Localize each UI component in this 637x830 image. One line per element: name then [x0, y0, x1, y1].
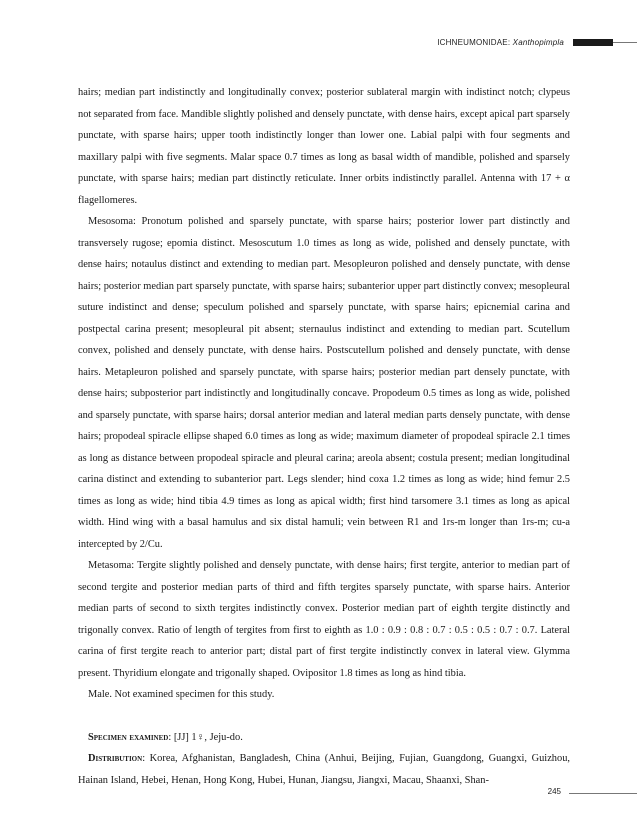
paragraph-metasoma: Metasoma: Tergite slightly polished and densely punctate, with dense hairs; first tergite, anterior to median part of second tergite and posterior median parts of third and fifth tergites sparsely punctate, with sparse hairs. Anterior median parts of second to sixth tergites indistinctly convex. Posterior median part of eighth tergite distinctly and trigonally convex. Ratio of length of tergites from first to eighth as 1.0 : 0.9 : 0.8 : 0.7 : 0.5 : 0.5 : 0.7 : 0.7. Lateral carina of first tergite reach to anterior part; distal part of first tergite indistinctly convex in lateral view. Glymma present. Thyridium elongate and trigonally shaped. Ovipositor 1.8 times as long as hind tibia.	[78, 560, 570, 679]
paragraph-male: Male. Not examined specimen for this study.	[88, 689, 275, 700]
body-text	[78, 82, 570, 791]
footer-rule	[569, 793, 637, 794]
header-family: ICHNEUMONIDAE:	[437, 38, 513, 47]
header-genus: Xanthopimpla	[512, 38, 564, 47]
paragraph-mesosoma: Mesosoma: Pronotum polished and sparsely punctate, with sparse hairs; posterior lower part distinctly and transversely rugose; epomia distinct. Mesoscutum 1.0 times as long as wide, polished and densely punctate, with dense hairs; notaulus distinct and extending to median part. Mesopleuron polished and densely punctate, with dense hairs; posterior median part sparsely punctate, with sparse hairs; subanterior upper part distinctly convex; mesopleural suture indistinct and dense; speculum polished and sparsely punctate, with sparse hairs; epicnemial carina and postpectal carina present; mesopleural pit absent; sternaulus indistinct and extending to median part. Scutellum convex, polished and densely punctate, with dense hairs. Postscutellum polished and densely punctate, with dense hairs. Metapleuron polished and sparsely punctate, with sparse hairs; posterior median part densely punctate, with dense hairs; subposterior part indistinctly and longitudinally concave. Propodeum 0.5 times as long as wide, polished and sparsely punctate, with sparse hairs; dorsal anterior median and lateral median parts densely punctate, with dense hairs; propodeal spiracle ellipse shaped 6.0 times as long as wide; maximum diameter of propodeal spiracle 2.1 times as long as distance between propodeal spiracle and pleural carina; areola absent; costula present; median longitudinal carina distinct and extending to subanterior part. Legs slender; hind coxa 1.2 times as long as wide; hind femur 2.5 times as long as wide; hind tibia 4.9 times as long as apical width; first hind tarsomere 3.1 times as long as apical width. Hind wing with a basal hamulus and six distal hamuli; vein between R1 and 1rs-m longer than 1rs-m; cu-a intercepted by 2/Cu.	[78, 216, 570, 550]
specimen-label: Specimen examined	[88, 731, 169, 743]
header-bar	[573, 39, 613, 46]
page-number: 245	[547, 787, 561, 796]
header-rule	[613, 42, 637, 43]
specimen-examined	[78, 727, 570, 749]
specimen-text: : [JJ] 1♀, Jeju-do.	[168, 731, 243, 743]
distribution-label: Distribution	[88, 753, 143, 764]
running-header	[0, 37, 637, 51]
paragraph-head: hairs; median part indistinctly and longitudinally convex; posterior sublateral margin with indistinct notch; clypeus not separated from face. Mandible slightly polished and densely punctate, with dense hairs, except apical part sparsely punctate, with sparse hairs; upper tooth indistinctly longer than lower one. Labial palpi with four segments and maxillary palpi with five segments. Malar space 0.7 times as long as basal width of mandible, polished and sparsely punctate, with sparse hairs; median part distinctly reticulate. Inner orbits indistinctly parallel. Antenna with 17 + α flagellomeres.	[78, 87, 570, 206]
section-gap	[78, 706, 570, 727]
distribution	[78, 748, 570, 791]
header-text	[437, 37, 564, 49]
distribution-text: : Korea, Afghanistan, Bangladesh, China (Anhui, Beijing, Fujian, Guangdong, Guangxi, Guizhou, Hainan Island, Hebei, Henan, Hong Kong, Hubei, Hunan, Jiangsu, Jiangxi, Macau, Shaanxi, Shan-	[78, 753, 570, 786]
